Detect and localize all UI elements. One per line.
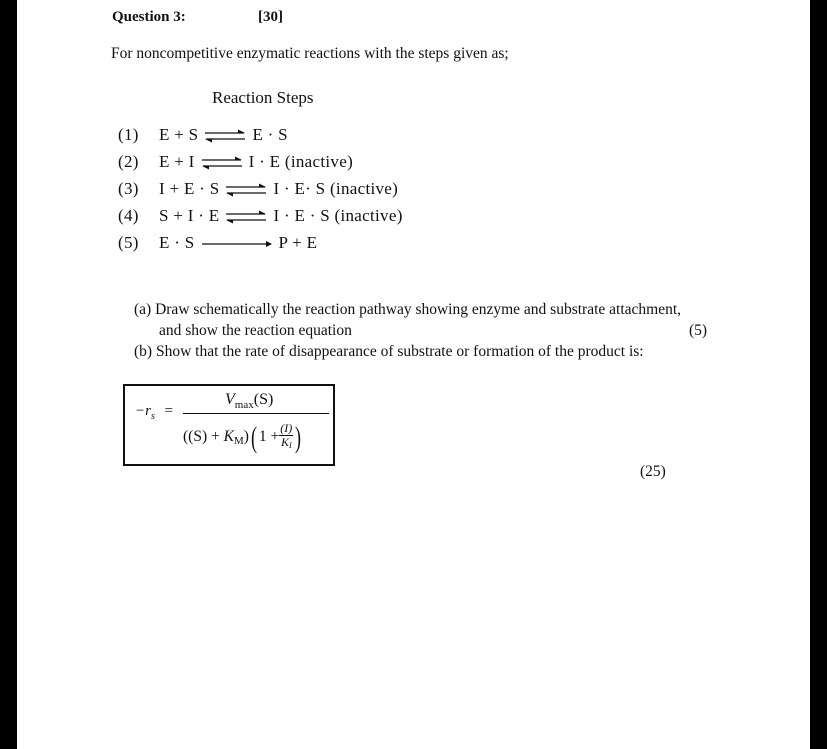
step-products: I · E (inactive) [248,152,354,171]
equals-sign: = [164,403,174,419]
equilibrium-arrows-icon [225,183,267,197]
part-b-marks: (25) [640,463,666,480]
inhibitor-fraction [279,422,293,452]
step-number: (3) [118,179,139,198]
denominator-substrate: ((S) + [183,428,224,445]
part-a-marks: (5) [689,322,708,339]
step-number: (2) [118,152,139,171]
intro-text: For noncompetitive enzymatic reactions with the steps given as; [111,45,509,62]
step-products: I · E · S (inactive) [273,206,403,225]
vmax-subscript: max [234,399,254,411]
step-products: P + E [278,233,318,252]
big-paren-close: ) [295,421,302,454]
big-paren-open: ( [250,421,257,454]
reaction-step-5 [118,233,317,253]
equilibrium-arrows-icon [201,156,243,170]
question-title: Question 3: [112,9,186,25]
reaction-step-1 [118,125,288,145]
rate-denominator [183,421,303,455]
step-products: E · S [252,125,288,144]
vmax-symbol: V [225,391,235,408]
rate-numerator [225,391,273,411]
step-reactants: S + I · E [159,206,220,225]
km-symbol: K [223,428,234,445]
reaction-step-4 [118,206,403,226]
step-reactants: E + S [159,125,199,144]
document-page [17,0,810,749]
rate-subscript: s [150,411,155,422]
numerator-substrate: (S) [253,391,274,408]
fraction-bar [183,413,329,414]
forward-arrow-icon [201,237,273,251]
rate-lhs [135,403,173,422]
reaction-step-3 [118,179,398,199]
question-marks: [30] [258,9,283,25]
denominator-close-paren: ) [243,428,249,445]
rate-symbol: −r [135,403,151,419]
part-a-line1: (a) Draw schematically the reaction pathway showing enzyme and substrate attachment, [134,301,682,318]
equilibrium-arrows-icon [225,210,267,224]
step-reactants: E · S [159,233,195,252]
ki-term [279,436,293,452]
ki-symbol: K [280,435,289,450]
step-number: (5) [118,233,139,252]
km-subscript: M [233,435,244,447]
step-number: (4) [118,206,139,225]
step-reactants: I + E · S [159,179,220,198]
equilibrium-arrows-icon [204,129,246,143]
step-number: (1) [118,125,139,144]
reaction-steps-title: Reaction Steps [212,88,314,107]
inhibitor-conc: (I) [280,421,293,436]
step-reactants: E + I [159,152,195,171]
reaction-step-2 [118,152,353,172]
one-plus: 1 + [258,428,280,445]
part-b-line: (b) Show that the rate of disappearance of substrate or formation of the product is: [134,343,644,360]
rate-equation-box [123,384,335,466]
step-products: I · E· S (inactive) [273,179,399,198]
part-a-line2: and show the reaction equation [159,322,352,339]
ki-subscript: I [288,441,292,451]
